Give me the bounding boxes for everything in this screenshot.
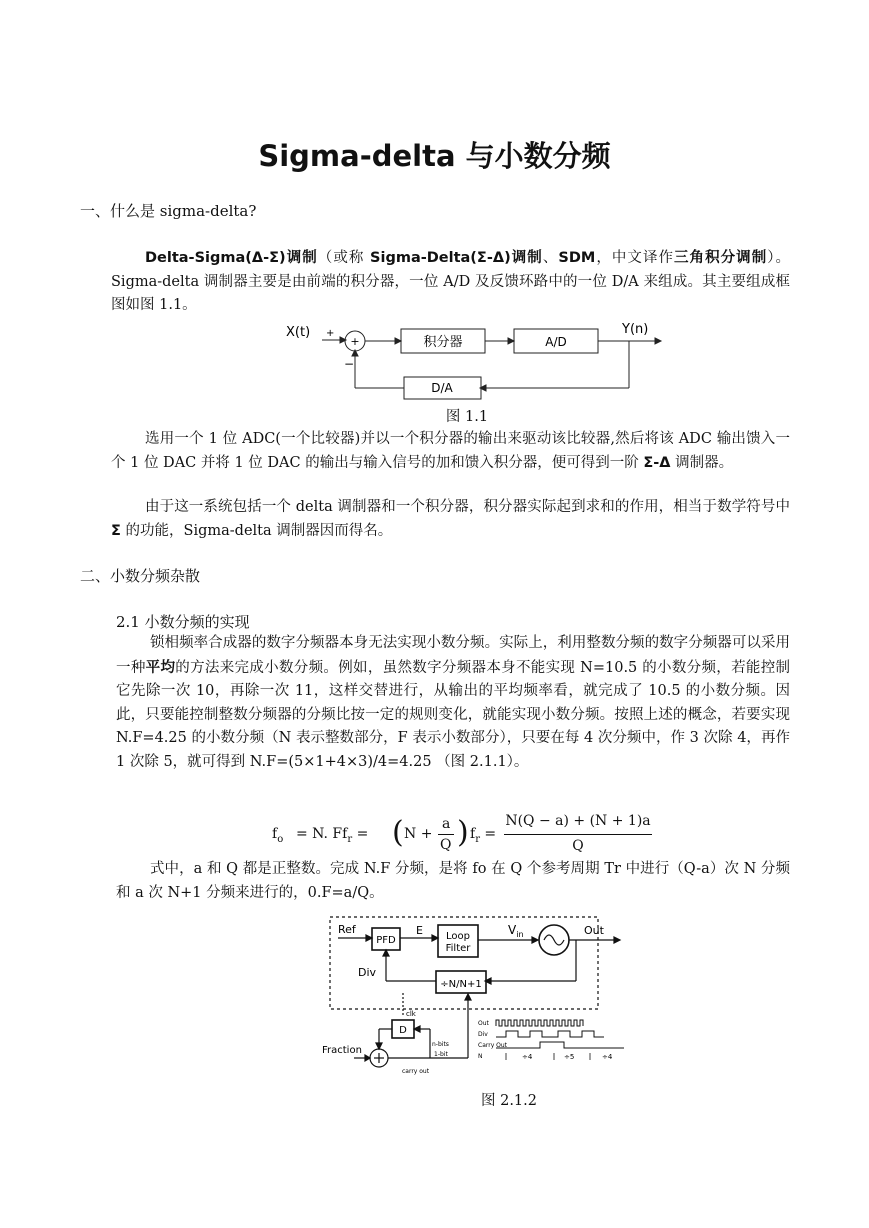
sigma-delta-block-diagram <box>282 318 672 402</box>
fig1-ad-label: A/D <box>545 335 567 349</box>
text-span: ）。Sigma-delta 调制器主要是由前端的积分器，一位 A/D 及反馈环路中的一位 D/A 来组成。其主要组成框图如图 1.1。 <box>111 250 791 313</box>
filter-label: Filter <box>445 943 471 954</box>
text-span: 锁相频率合成器的数字分频器本身无法实现小数分频。实际上，利用整数分频的数字分频器可以采用一种 <box>116 635 790 676</box>
page-title: Sigma-delta 与小数分频 <box>258 139 611 173</box>
vin-main: V <box>508 923 517 937</box>
timing-div-label: Div <box>478 1031 488 1038</box>
term-sigma: Σ <box>111 522 121 539</box>
section-1-paragraph-2 <box>111 428 790 475</box>
fractional-n-pll-diagram <box>318 912 638 1080</box>
fig1-plus-label: + <box>326 328 335 339</box>
onebit-label: 1-bit <box>434 1051 448 1058</box>
figure-2-caption: 图 2.1.2 <box>480 1093 537 1109</box>
timing-n-label: N <box>478 1053 483 1060</box>
fig1-da-label: D/A <box>431 381 453 395</box>
ref-label: Ref <box>338 923 356 936</box>
formula-sub-r: r <box>347 833 353 845</box>
out-label: Out <box>584 924 604 937</box>
formula-f: f <box>272 826 278 842</box>
fractional-frequency-formula <box>272 813 652 859</box>
timing-n-div4-a: ÷4 <box>522 1053 533 1061</box>
term-delta-sigma: Delta-Sigma(Δ-Σ)调制 <box>145 250 318 266</box>
text-span: 的方法来完成小数分频。例如，虽然数字分频器本身不能实现 N=10.5 的小数分频，若能控制它先除一次 10，再除一次 11，这样交替进行，从输出的平均频率看，就完成了 10.5 的小数分频。因此，只要能控制整数分频器的分频比按一定的规则变化，就能实现小数分频。按照上述的概念，若要实现 N.F=4.25 的小数分频（N 表示整数部分，F 表示小数部分），只要在每 4 次分频中，作 3 次除 4，再作 1 次除 5，就可得到 N.F=(5×1+4×3)/4=4.25 （图 2.1.1）。 <box>116 659 791 770</box>
subsection-2-1-heading: 2.1 小数分频的实现 <box>116 613 250 631</box>
formula-sub-r2: r <box>475 833 480 845</box>
text-span: 调制器。 <box>670 454 734 471</box>
term-triangle-integral: 三角积分调制 <box>674 249 768 266</box>
d-label: D <box>399 1025 407 1036</box>
timing-n-markers <box>506 1053 590 1060</box>
formula-middle <box>296 826 368 845</box>
term-sigma-delta-bold: Σ-Δ <box>643 454 671 471</box>
pfd-label: PFD <box>376 935 396 946</box>
figure-1-caption: 图 1.1 <box>445 409 489 425</box>
carry-out-label: carry out <box>402 1068 430 1075</box>
text-span: 选用一个 1 位 ADC(一个比较器)并以一个积分器的输出来驱动该比较器,然后将该 ADC 输出馈入一个 1 位 DAC 并将 1 位 DAC 的输出与输入信号的加和馈入积分器，便可得到一阶 <box>111 431 790 471</box>
formula-lhs <box>272 826 283 845</box>
divider-label: ÷N/N+1 <box>440 979 482 990</box>
formula-paren-n: N + <box>404 826 433 842</box>
vin-label <box>508 923 524 939</box>
loop-label: Loop <box>446 931 470 942</box>
formula-eq2: = <box>356 826 369 842</box>
formula-numerator: N(Q − a) + (N + 1)a <box>505 813 651 829</box>
error-label: E <box>416 924 423 937</box>
section-1-paragraph-1 <box>111 246 790 318</box>
term-sdm: SDM <box>558 250 596 266</box>
clk-label: clk <box>406 1010 416 1018</box>
fig1-minus-label: − <box>344 357 355 371</box>
text-span: （或称 <box>317 250 371 266</box>
formula-right-paren: ) <box>457 815 469 850</box>
text-span: 、 <box>542 250 559 266</box>
formula-denominator: Q <box>572 838 584 854</box>
term-average: 平均 <box>145 658 176 676</box>
timing-out-waveform <box>496 1020 583 1026</box>
formula-frac-a: a <box>442 816 451 832</box>
timing-carry-label: Carry Out <box>478 1042 508 1049</box>
timing-div-waveform <box>496 1031 604 1037</box>
fig1-integrator-label: 积分器 <box>423 335 463 350</box>
formula-left-paren: ( <box>392 815 404 850</box>
nbits-label: n-bits <box>432 1041 449 1048</box>
section-2-paragraph-1 <box>116 632 790 774</box>
timing-out-label: Out <box>478 1020 489 1027</box>
fig1-output-label: Y(n) <box>622 322 649 337</box>
formula-sub-o: o <box>277 833 284 845</box>
timing-n-div5: ÷5 <box>564 1053 575 1061</box>
formula-frac-line-2 <box>504 834 652 835</box>
formula-eq1: = N. Ff <box>296 826 348 842</box>
term-sigma-delta: Sigma-Delta(Σ-Δ)调制 <box>370 250 543 266</box>
formula-eq3: = <box>484 826 497 842</box>
div-label: Div <box>358 966 377 979</box>
timing-n-div4-b: ÷4 <box>602 1053 613 1061</box>
fraction-label: Fraction <box>322 1045 362 1056</box>
formula-frac-q: Q <box>440 837 452 853</box>
text-span: ，中文译作 <box>595 250 675 266</box>
vin-sub: in <box>516 930 524 939</box>
section-1-heading: 一、什么是 sigma-delta? <box>80 202 257 220</box>
fig1-input-label: X(t) <box>286 325 311 340</box>
section-2-paragraph-2: 式中，a 和 Q 都是正整数。完成 N.F 分频，是将 fo 在 Q 个参考周期 Tr 中进行（Q-a）次 N 分频和 a 次 N+1 分频来进行的，0.F=a/Q。 <box>116 861 790 901</box>
formula-fr <box>470 826 496 845</box>
fig1-sum-symbol: + <box>350 335 360 348</box>
timing-carry-waveform <box>496 1042 624 1048</box>
formula-f2: f <box>470 826 476 842</box>
section-2-heading: 二、小数分频杂散 <box>80 567 201 585</box>
text-span: 由于这一系统包括一个 delta 调制器和一个积分器，积分器实际起到求和的作用，相当于数学符号中 <box>145 499 790 515</box>
text-span: 的功能，Sigma-delta 调制器因而得名。 <box>120 522 393 539</box>
section-1-paragraph-3 <box>111 496 790 543</box>
formula-frac-line-1 <box>438 834 454 835</box>
